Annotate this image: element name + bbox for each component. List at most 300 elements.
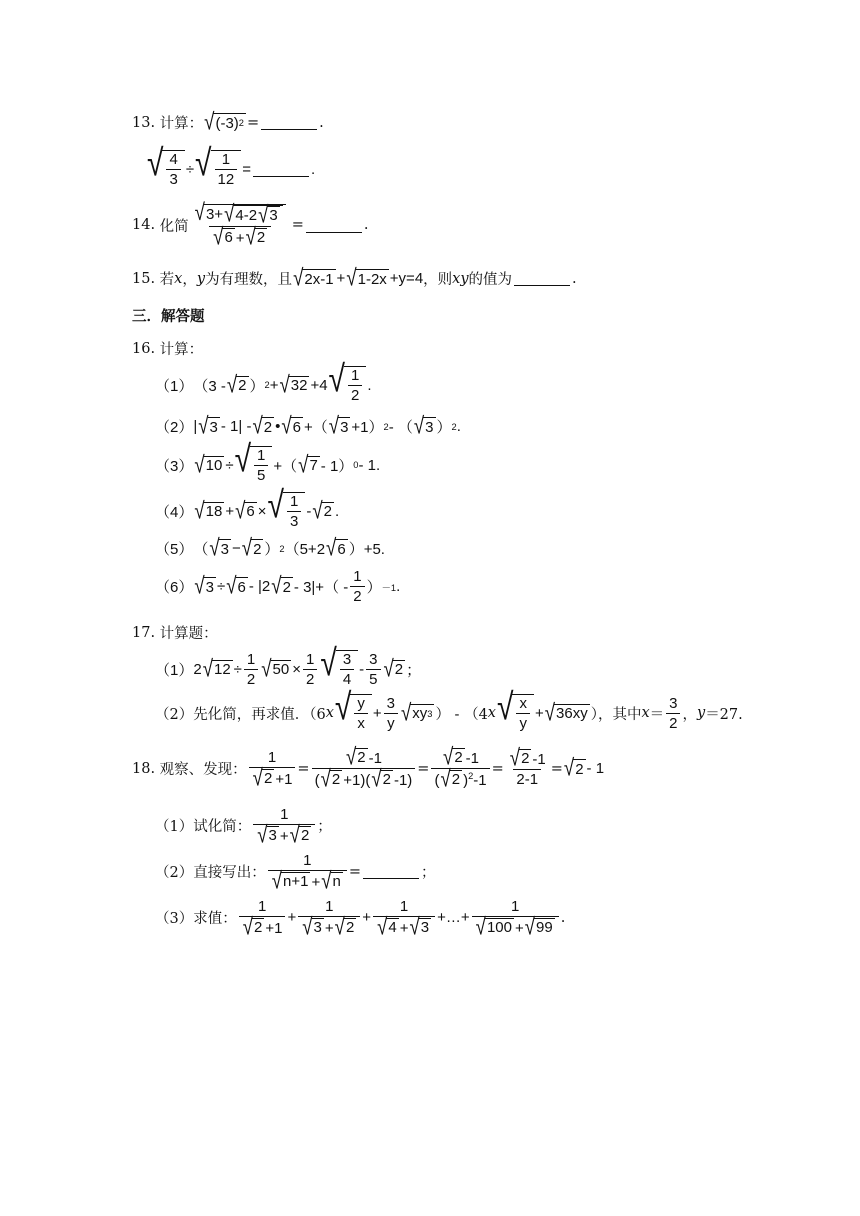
numerator: 1 xyxy=(399,898,409,915)
denominator: 2 xyxy=(350,586,364,605)
q16-part6 xyxy=(155,568,400,605)
text: +1 xyxy=(275,771,293,788)
exponent: －1 xyxy=(381,582,397,593)
sqrt: √ 100 xyxy=(475,913,512,940)
var-y: y xyxy=(696,705,706,721)
denominator: 2 xyxy=(303,669,317,688)
text: +4 xyxy=(310,376,328,394)
numerator xyxy=(506,744,549,771)
sqrt: √ 2 xyxy=(226,370,247,398)
radicand: 6 xyxy=(246,503,255,520)
radicand: 10 xyxy=(205,457,223,474)
sqrt-inner2: √ 3 xyxy=(258,201,278,228)
answer-blank[interactable] xyxy=(306,218,362,233)
text: -1) xyxy=(393,772,413,789)
sqrt: √ 2 xyxy=(383,654,404,682)
q13-end: . xyxy=(319,114,324,131)
q14-top-c: 3 xyxy=(269,207,278,225)
var-x: x xyxy=(641,705,650,721)
text: - xyxy=(359,660,365,678)
text: ） - （4 xyxy=(435,706,488,723)
eq-sign: = xyxy=(242,160,251,178)
sqrt: √ 2 xyxy=(443,743,463,770)
sqrt: √ 6 xyxy=(281,412,302,439)
numerator: 3 xyxy=(669,694,678,712)
sqrt-inner: √ 4-2 √ 3 xyxy=(224,205,283,225)
denominator xyxy=(298,913,360,940)
q14-top-b: 4-2 xyxy=(235,206,258,224)
denominator xyxy=(253,821,315,848)
tag: （1） xyxy=(155,377,194,395)
sqrt: √ 4 xyxy=(377,913,397,940)
radicand: 6 xyxy=(237,578,246,596)
var-y: y xyxy=(196,270,206,287)
sqrt: √ 2 xyxy=(563,754,584,781)
plus: + xyxy=(235,229,245,247)
radicand: 2 xyxy=(263,770,273,788)
fraction xyxy=(303,651,317,688)
fraction xyxy=(244,651,258,688)
tag: （3） xyxy=(155,457,194,475)
tag: （1） xyxy=(155,661,194,679)
sqrt-frac: √ $\frac{1}{5}$ xyxy=(235,446,273,484)
sqrt: √ 10 xyxy=(194,450,223,478)
text: -1 xyxy=(368,750,382,767)
denominator: x xyxy=(354,713,368,732)
denominator xyxy=(312,765,416,792)
sqrt: √ n+1 xyxy=(271,867,309,894)
text: -1 xyxy=(465,750,480,767)
q14-fraction xyxy=(191,198,290,250)
sqrt: √ 3 xyxy=(409,913,430,940)
radicand: 2 xyxy=(345,919,355,937)
sqrt: √ 2 xyxy=(371,765,391,792)
tag: （2） xyxy=(155,419,194,436)
radicand: 2 xyxy=(323,503,332,520)
radicand: 32 xyxy=(290,377,308,394)
sqrt: √ 3 xyxy=(198,412,218,439)
fraction xyxy=(312,743,416,792)
radicand: 6 xyxy=(292,418,302,436)
q18-part2 xyxy=(155,852,436,894)
numerator: 1 xyxy=(289,493,299,510)
tag: （1） xyxy=(155,819,194,835)
fraction xyxy=(373,898,435,940)
radicand: 3 xyxy=(268,827,277,845)
numerator: 1 xyxy=(246,650,256,668)
answer-blank[interactable] xyxy=(363,864,419,879)
q14-bot-b: 2 xyxy=(256,229,266,247)
q16-part3 xyxy=(155,438,381,484)
exponent: 2 xyxy=(383,421,389,432)
sqrt-1-2x: √ 1-2x xyxy=(346,264,387,291)
text: - xyxy=(306,502,312,520)
sqrt: √ 2 xyxy=(345,743,366,770)
sqrt-2x-1: √ 2x-1 xyxy=(293,264,334,291)
text: + xyxy=(225,502,235,520)
plus: + xyxy=(372,704,382,722)
sqrt: √ 50 xyxy=(261,654,290,682)
numerator: 1 xyxy=(257,898,267,915)
sqrt-frac: √ $\frac{1}{2}$ xyxy=(329,366,367,404)
numerator: 1 xyxy=(303,852,312,869)
sqrt: √ 2 xyxy=(320,765,341,792)
div: ÷ xyxy=(216,578,226,595)
fraction xyxy=(298,898,360,940)
radicand: 50 xyxy=(272,661,290,678)
sqrt: √ 2 xyxy=(334,913,355,940)
radicand: 6 xyxy=(337,540,346,558)
end-dot: . xyxy=(363,217,369,234)
fraction xyxy=(384,695,398,732)
text: +1 xyxy=(265,920,283,937)
plus: + xyxy=(311,874,321,891)
q14-bot-a: 6 xyxy=(224,229,233,247)
tag: （5） xyxy=(155,541,194,558)
exponent: 2 xyxy=(451,421,457,432)
fraction xyxy=(254,447,268,484)
label: 求值： xyxy=(193,911,237,927)
numerator: 3 xyxy=(369,650,378,668)
plus: + xyxy=(336,270,346,287)
fraction xyxy=(431,743,489,792)
text: − xyxy=(232,540,241,557)
denominator xyxy=(373,913,435,940)
q13-number: 13. xyxy=(132,114,156,131)
text: × xyxy=(257,502,267,520)
denominator: 3 xyxy=(166,169,180,188)
text: ），其中 xyxy=(590,706,642,723)
sqrt: √ 3 xyxy=(257,821,277,848)
plus: + xyxy=(534,704,544,722)
sqrt: √ 7 xyxy=(298,450,318,478)
q18-label: 观察、发现： xyxy=(159,762,247,778)
end-dot: . xyxy=(572,270,577,287)
text: ) xyxy=(463,772,469,789)
q16-part4 xyxy=(155,484,340,530)
numerator: 1 xyxy=(267,749,277,766)
tag: （2） xyxy=(155,865,194,881)
dot: • xyxy=(275,418,281,435)
var-x: x xyxy=(174,270,183,287)
sqrt: √ 3 xyxy=(194,572,214,599)
tag: （6） xyxy=(155,579,194,596)
q15-r1: 2x-1 xyxy=(304,270,334,288)
section-title: 三．解答题 xyxy=(132,308,205,325)
eq-sign: = xyxy=(291,217,304,234)
text: ( xyxy=(314,772,320,789)
exponent: 2 xyxy=(279,543,285,554)
radicand: 3 xyxy=(205,578,214,596)
eq: = xyxy=(417,760,430,777)
radicand: xy xyxy=(412,705,428,722)
radicand: 3 xyxy=(340,418,349,436)
sqrt: √ 3 xyxy=(328,412,349,439)
radicand: 4 xyxy=(388,919,397,937)
end: . xyxy=(396,578,401,595)
ellipsis: +…+ xyxy=(437,909,470,926)
numerator: 1 xyxy=(280,806,289,823)
fraction xyxy=(350,568,364,605)
text: ， xyxy=(682,706,697,723)
sqrt: √ 36xy xyxy=(544,698,588,726)
text: - 1 xyxy=(586,760,605,777)
denominator: 2 xyxy=(244,669,258,688)
text: （3 - xyxy=(193,377,226,395)
fraction xyxy=(215,151,238,188)
q17-part1 xyxy=(155,642,422,688)
sqrt-6: √ 6 xyxy=(213,222,233,250)
q14-label: 化简 xyxy=(159,218,189,235)
text: - 1. xyxy=(358,456,381,474)
sqrt: √ 99 xyxy=(524,913,553,940)
text: ） xyxy=(436,419,452,436)
var-x: x xyxy=(487,705,496,721)
q14-numerator xyxy=(191,198,290,228)
div: ÷ xyxy=(225,456,234,474)
text: （ xyxy=(193,541,209,558)
numerator: x xyxy=(519,695,527,712)
text: +（ xyxy=(273,457,298,475)
sqrt: √ 2 xyxy=(440,765,461,792)
numerator: 3 xyxy=(342,651,352,668)
radicand: 2 xyxy=(238,377,247,394)
radicand: 2 xyxy=(331,771,341,789)
q14-number: 14. xyxy=(132,217,156,234)
fraction xyxy=(506,744,549,788)
q14-top-a: 3+ xyxy=(205,206,224,224)
div: ÷ xyxy=(233,660,242,678)
q15-number: 15. xyxy=(132,270,156,287)
end: ； xyxy=(406,661,422,679)
radicand: 2 xyxy=(263,418,273,436)
end-dot: . xyxy=(310,160,316,178)
label: 试化简： xyxy=(193,819,252,835)
eq: = xyxy=(297,760,310,777)
text: +1)( xyxy=(343,772,371,789)
fraction xyxy=(253,806,315,848)
text: +（ xyxy=(304,419,328,436)
radicand: 7 xyxy=(309,457,318,474)
plus: + xyxy=(279,828,289,845)
sqrt-frac: √ $\frac{x}{y}$ xyxy=(497,694,534,732)
sqrt: √ 2 xyxy=(289,821,310,848)
q16-label: 计算： xyxy=(159,342,204,358)
sqrt: √ 2 xyxy=(242,913,263,940)
q13-line2 xyxy=(146,142,316,188)
q15-text-d: 的值为 xyxy=(468,272,513,288)
sqrt: √ 6 xyxy=(235,496,255,524)
end: . xyxy=(334,502,340,520)
text: 2 xyxy=(193,660,202,678)
radicand: 2 xyxy=(253,540,262,558)
radicand: 2 xyxy=(394,661,404,678)
radicand: 2 xyxy=(357,749,366,767)
plus: + xyxy=(362,909,372,926)
answer-blank[interactable] xyxy=(253,162,309,177)
radicand: 2 xyxy=(254,919,263,937)
radicand: 3 xyxy=(209,418,218,436)
numerator: 3 xyxy=(386,694,395,712)
fraction xyxy=(268,852,347,894)
text: 先化简，再求值．（6 xyxy=(193,706,326,723)
text: ）+5. xyxy=(348,541,385,558)
q15-rest: +y=4 xyxy=(389,270,424,287)
denominator: y xyxy=(384,713,398,732)
sqrt: √ 18 xyxy=(194,496,223,524)
fraction xyxy=(249,749,296,791)
fraction xyxy=(516,695,530,732)
eq: = xyxy=(491,760,504,777)
q13-line1 xyxy=(132,108,324,135)
denominator xyxy=(249,764,296,791)
denominator: 4 xyxy=(340,669,354,688)
text: - （ xyxy=(388,419,413,436)
sqrt-q13-a: √ $\frac{4}{3}$ xyxy=(147,150,185,188)
q14-line xyxy=(132,198,369,250)
denominator: 2 xyxy=(348,385,362,404)
q15-line xyxy=(132,264,577,291)
sqrt: √ 2 xyxy=(252,412,273,439)
q16-part2 xyxy=(155,412,461,439)
radicand: n+1 xyxy=(283,873,309,891)
radicand: 3 xyxy=(313,919,322,937)
sqrt: √ n xyxy=(321,867,341,894)
text: ） xyxy=(264,541,280,558)
end: . xyxy=(367,376,372,394)
text: ） xyxy=(366,579,382,596)
sqrt-q13: √ (-3) 2 xyxy=(204,108,244,135)
q16-part5 xyxy=(155,534,385,561)
text: - |2 xyxy=(248,578,271,595)
text: - 3|+（ - xyxy=(293,579,349,596)
eq: = xyxy=(550,760,563,777)
text: （5+2 xyxy=(284,541,326,558)
denominator: 2 xyxy=(666,713,680,732)
radicand: 3 xyxy=(420,919,430,937)
denominator: 5 xyxy=(254,465,268,484)
denominator xyxy=(472,913,559,940)
numerator: 1 xyxy=(306,650,315,668)
denominator: 3 xyxy=(287,511,301,530)
radicand: 100 xyxy=(486,919,512,937)
comma: ， xyxy=(182,272,197,288)
plus: + xyxy=(399,920,409,937)
radicand: 2 xyxy=(300,827,310,845)
tag: （2） xyxy=(155,706,194,723)
q17-number: 17. xyxy=(132,624,156,641)
radicand: 3 xyxy=(220,540,229,558)
radicand: 36xy xyxy=(556,705,588,722)
var-x: x xyxy=(325,705,334,721)
numerator: 1 xyxy=(257,447,266,464)
radicand: 2 xyxy=(282,578,291,596)
q16-part1 xyxy=(155,358,372,404)
numerator: 1 xyxy=(221,151,231,168)
q14-denominator xyxy=(209,222,271,250)
radicand: 99 xyxy=(536,919,553,937)
sqrt: √ 3 xyxy=(209,534,229,561)
plus: + xyxy=(514,920,524,937)
text: ( xyxy=(434,772,440,789)
answer-blank[interactable] xyxy=(261,115,317,130)
end: . xyxy=(456,418,461,435)
q18-part1 xyxy=(155,806,332,848)
radicand: 2 xyxy=(451,771,461,789)
text: ＝27. xyxy=(705,706,743,723)
fraction xyxy=(666,695,680,732)
q18-part3 xyxy=(155,898,566,940)
fraction xyxy=(340,651,354,688)
fraction xyxy=(239,898,286,940)
numerator: 1 xyxy=(353,568,362,585)
fraction xyxy=(354,695,368,732)
text: ＝ xyxy=(649,706,665,723)
q15-text-a: 若 xyxy=(159,272,175,288)
numerator: 1 xyxy=(325,898,334,915)
numerator: 1 xyxy=(511,898,520,915)
sqrt: √ 2 xyxy=(252,764,273,791)
sqrt-q13-b: √ $\frac{1}{12}$ xyxy=(195,150,241,188)
sqrt-2: √ 2 xyxy=(245,222,266,250)
q17-part2 xyxy=(155,686,743,732)
q17-heading xyxy=(132,622,218,643)
text: + xyxy=(269,376,279,394)
text: -1 xyxy=(473,772,487,789)
radicand: 12 xyxy=(213,661,231,678)
exponent: 3 xyxy=(427,708,433,719)
sqrt-frac: √ $\frac{y}{x}$ xyxy=(335,694,372,732)
q17-label: 计算题： xyxy=(159,626,218,642)
denominator: y xyxy=(516,713,530,732)
text: ） xyxy=(249,377,265,395)
q15-r2: 1-2x xyxy=(357,270,387,288)
tag: （4） xyxy=(155,503,194,521)
end: ； xyxy=(421,865,436,881)
denominator xyxy=(239,913,286,940)
plus: + xyxy=(324,920,334,937)
text: | xyxy=(193,418,198,435)
denominator: 5 xyxy=(366,669,380,688)
sqrt: √ 2 xyxy=(241,534,262,561)
radicand: 2 xyxy=(575,760,584,778)
q13-eq: = xyxy=(246,114,260,131)
q16-number: 16. xyxy=(132,340,156,357)
sqrt: √ 32 xyxy=(279,370,308,398)
answer-blank[interactable] xyxy=(514,271,570,286)
end: ； xyxy=(317,819,332,835)
radicand: n xyxy=(332,873,341,891)
sqrt: √ 3 xyxy=(302,913,322,940)
sqrt: √ 6 xyxy=(326,534,346,561)
q18-line xyxy=(132,743,605,792)
sqrt: √ xy 3 xyxy=(400,698,433,726)
radicand: 2 xyxy=(521,750,530,768)
text: -1 xyxy=(532,751,546,768)
radicand: 2 xyxy=(382,771,391,789)
fraction xyxy=(348,367,362,404)
numerator: 1 xyxy=(351,367,360,384)
radicand: 18 xyxy=(205,503,223,520)
q13-label: 计算： xyxy=(159,116,204,132)
radicand: 3 xyxy=(425,418,434,436)
q13-radicand: (-3) xyxy=(215,114,239,132)
numerator: 4 xyxy=(169,151,178,168)
q13-exp: 2 xyxy=(238,118,244,128)
denominator: 12 xyxy=(215,169,238,188)
q18-number: 18. xyxy=(132,760,156,777)
end: . xyxy=(560,909,566,926)
